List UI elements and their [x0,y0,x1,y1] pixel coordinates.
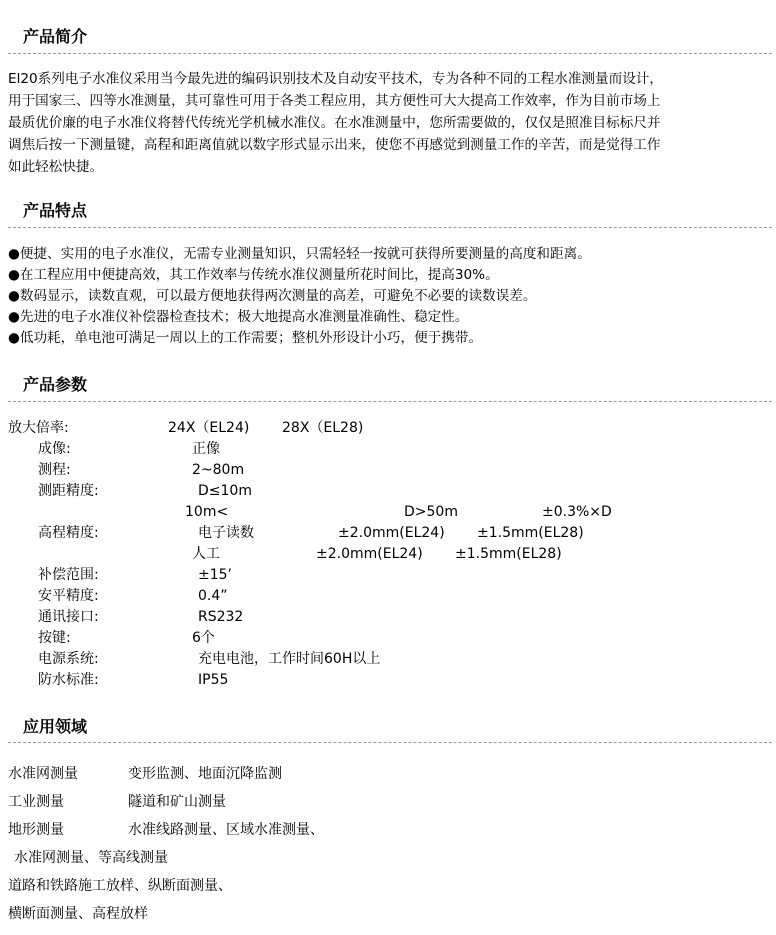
compensation-value: ±15’ [198,567,232,583]
height-manual-el28: ±1.5mm(EL28) [455,546,562,562]
application-item: 横断面测量、高程放样 [8,906,148,922]
interface-label: 通讯接口: [38,609,99,625]
height-digital-el24: ±2.0mm(EL24) [338,525,445,541]
range-value: 2~80m [192,462,245,478]
intro-line: 最质优价廉的电子水准仪将替代传统光学机械水准仪。在水准测量中，您所需要做的，仅仅是照准目标标尺并 [8,115,661,131]
features-divider [8,227,772,228]
feature-item: ●数码显示，读数直观，可以最方便地获得两次测量的高差，可避免不必要的读数误差。 [8,288,537,304]
intro-line: El20系列电子水准仪采用当今最先进的编码识别技术及自动安平技术，专为各种不同的工程水准测量而设计， [8,71,663,87]
feature-item: ●先进的电子水准仪补偿器检查技术；极大地提高水准测量准确性、稳定性。 [8,309,469,325]
range-label: 测程: [38,462,71,478]
interface-value: RS232 [198,609,244,625]
power-value: 充电电池，工作时间60H以上 [198,651,381,667]
intro-divider [8,53,772,54]
application-item: 隧道和矿山测量 [128,794,226,810]
dist-accuracy-r2a: 10m< [185,504,229,520]
intro-title: 产品简介 [23,27,88,46]
keys-label: 按键: [38,630,71,646]
application-item: 工业测量 [8,794,64,810]
keys-value: 6个 [192,630,215,646]
applications-title: 应用领域 [23,717,88,736]
magnification-el24: 24X（EL24) [168,420,250,436]
dist-accuracy-r2b: D>50m [404,504,458,520]
feature-item: ●低功耗，单电池可满足一周以上的工作需要；整机外形设计小巧，便于携带。 [8,330,483,346]
features-list [8,244,591,349]
dist-accuracy-r1: D≤10m [198,483,252,499]
leveling-value: 0.4” [198,588,228,604]
height-accuracy-label: 高程精度: [38,525,99,541]
params-title: 产品参数 [23,375,88,394]
height-manual-el24: ±2.0mm(EL24) [316,546,423,562]
features-title: 产品特点 [23,201,88,220]
compensation-label: 补偿范围: [38,567,99,583]
application-item: 水准网测量、等高线测量 [14,850,168,866]
params-divider [8,401,772,402]
height-digital-el28: ±1.5mm(EL28) [477,525,584,541]
application-item: 水准网测量 [8,766,78,782]
applications-divider [8,742,772,743]
waterproof-label: 防水标准: [38,672,99,688]
dist-accuracy-label: 测距精度: [38,483,99,499]
application-item: 地形测量 [8,822,64,838]
image-value: 正像 [192,441,220,457]
waterproof-value: IP55 [198,672,229,688]
application-item: 道路和铁路施工放样、纵断面测量、 [8,878,232,894]
power-label: 电源系统: [38,651,99,667]
height-manual-name: 人工 [192,546,220,562]
height-digital-name: 电子读数 [198,525,254,541]
image-label: 成像: [38,441,71,457]
magnification-label: 放大倍率: [8,420,69,436]
intro-line: 用于国家三、四等水准测量，其可靠性可用于各类工程应用，其方便性可大大提高工作效率，作为目前市场上 [8,93,661,109]
intro-paragraph [8,68,776,178]
feature-item: ●在工程应用中便捷高效，其工作效率与传统水准仪测量所花时间比，提高30%。 [8,267,499,283]
intro-line: 如此轻松快捷。 [8,159,104,175]
dist-accuracy-r2c: ±0.3%×D [542,504,612,520]
application-item: 变形监测、地面沉降监测 [128,766,282,782]
feature-item: ●便捷、实用的电子水准仪，无需专业测量知识，只需轻轻一按就可获得所要测量的高度和距离。 [8,246,591,262]
application-item: 水准线路测量、区域水准测量、 [128,822,324,838]
leveling-label: 安平精度: [38,588,99,604]
magnification-el28: 28X（EL28) [282,420,364,436]
intro-line: 调焦后按一下测量键，高程和距离值就以数字形式显示出来，使您不再感觉到测量工作的辛苦，而是觉得工作 [8,137,661,153]
